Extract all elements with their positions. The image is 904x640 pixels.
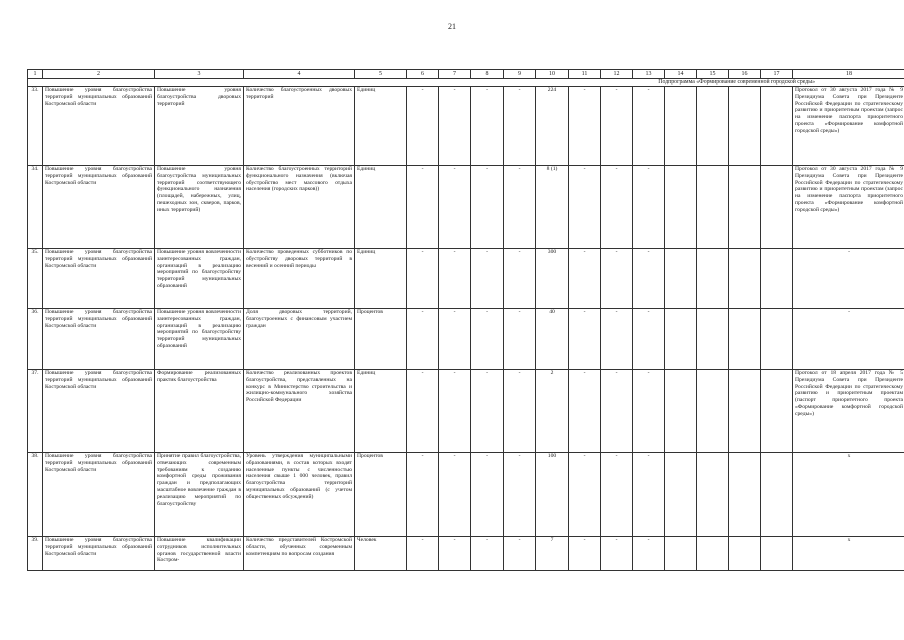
- task-cell: Повышение квалификации сотрудников исполнительных органов государственной власти Костром-: [155, 537, 244, 571]
- note-cell: Протокол от 18 апреля 2017 года № 5 Президиума Совета при Президенте Российской Федерации по стратегическому развитию и приоритетным проектам (паспорт приоритетного проекта «Формирование комфортной городской среды»): [793, 370, 904, 453]
- value-col-6: -: [407, 249, 439, 309]
- value-col-11: -: [569, 453, 601, 537]
- table-row: [28, 537, 904, 571]
- value-col-8: -: [471, 309, 504, 370]
- row-number-cell: 35.: [28, 249, 43, 309]
- value-col-6: -: [407, 370, 439, 453]
- column-number-7: 7: [439, 70, 471, 79]
- table-row: [28, 309, 904, 370]
- goal-cell: Повышение уровня благоустройства территорий муниципальных образований Костромской области: [43, 453, 155, 537]
- table-row: [28, 87, 904, 166]
- value-col-7: -: [439, 309, 471, 370]
- value-col-11: -: [569, 370, 601, 453]
- value-col-17: [761, 166, 793, 249]
- column-number-18: 18: [793, 70, 904, 79]
- indicator-cell: Количество благоустроенных дворовых территорий: [244, 87, 355, 166]
- indicator-cell: Количество проведенных субботников по обустройству дворовых территорий в весенний и осенний периоды: [244, 249, 355, 309]
- value-col-16: [729, 537, 761, 571]
- indicator-cell: Уровень утверждения муниципальными образованиями, в состав которых входят населенные пункты с численностью населения свыше 1 000 человек, правил благоустройства территорий муниципальных образований (с учетом общественных обсуждений): [244, 453, 355, 537]
- value-col-16: [729, 87, 761, 166]
- value-col-8: -: [471, 453, 504, 537]
- goal-cell: Повышение уровня благоустройства территорий муниципальных образований Костромской области: [43, 249, 155, 309]
- page-number: 21: [448, 22, 456, 31]
- value-col-17: [761, 309, 793, 370]
- value-col-9: -: [504, 370, 536, 453]
- row-number-cell: 36.: [28, 309, 43, 370]
- column-number-8: 8: [471, 70, 504, 79]
- value-col-12: -: [601, 166, 633, 249]
- column-number-2: 2: [43, 70, 155, 79]
- value-col-9: -: [504, 537, 536, 571]
- value-col-14: [665, 309, 697, 370]
- value-col-9: -: [504, 309, 536, 370]
- task-cell: Принятие правил благоустройства, отвечающих современным требованиям к созданию комфортной среды проживания граждан и предполагающих масштабное вовлечение граждан в реализацию мероприятий по благоустройству: [155, 453, 244, 537]
- value-col-8: -: [471, 249, 504, 309]
- value-col-17: [761, 537, 793, 571]
- value-col-12: -: [601, 309, 633, 370]
- table-row: [28, 370, 904, 453]
- unit-cell: Единиц: [355, 166, 407, 249]
- unit-cell: Единиц: [355, 87, 407, 166]
- value-col-7: -: [439, 166, 471, 249]
- value-col-11: -: [569, 537, 601, 571]
- value-col-14: [665, 166, 697, 249]
- value-col-11: -: [569, 166, 601, 249]
- value-col-15: [697, 87, 729, 166]
- goal-cell: Повышение уровня благоустройства территорий муниципальных образований Костромской области: [43, 309, 155, 370]
- task-cell: Формирование реализованных практик благоустройства: [155, 370, 244, 453]
- task-cell: Повышение уровня вовлеченности заинтересованных граждан, организаций в реализацию мероприятий по благоустройству территорий муниципальных образований: [155, 249, 244, 309]
- column-number-16: 16: [729, 70, 761, 79]
- value-col-12: -: [601, 249, 633, 309]
- value-col-8: -: [471, 370, 504, 453]
- subprogram-row: [28, 79, 904, 87]
- column-number-10: 10: [536, 70, 569, 79]
- table-row: [28, 249, 904, 309]
- value-col-6: -: [407, 453, 439, 537]
- value-col-9: -: [504, 87, 536, 166]
- value-col-14: [665, 87, 697, 166]
- column-number-row: [28, 70, 904, 79]
- value-col-12: -: [601, 453, 633, 537]
- row-number-cell: 39.: [28, 537, 43, 571]
- task-cell: Повышение уровня благоустройства муниципальных территорий соответствующего функционального назначения (площадей, набережных, улиц, пешеходных зон, скверов, парков, иных территорий): [155, 166, 244, 249]
- unit-cell: Единиц: [355, 370, 407, 453]
- column-number-11: 11: [569, 70, 601, 79]
- value-col-16: [729, 370, 761, 453]
- value-col-6: -: [407, 537, 439, 571]
- value-col-16: [729, 309, 761, 370]
- value-col-10: 40: [536, 309, 569, 370]
- value-col-11: -: [569, 249, 601, 309]
- value-col-12: -: [601, 370, 633, 453]
- value-col-9: -: [504, 166, 536, 249]
- value-col-7: -: [439, 537, 471, 571]
- value-col-17: [761, 87, 793, 166]
- column-number-12: 12: [601, 70, 633, 79]
- value-col-17: [761, 453, 793, 537]
- note-cell: Протокол от 30 августа 2017 года № 9 Президиума Совета при Президенте Российской Федерации по стратегическому развитию и приоритетным проектам (запрос на изменение паспорта приоритетного проекта «Формирование комфортной городской среды»): [793, 87, 904, 166]
- value-col-10: 300: [536, 249, 569, 309]
- value-col-14: [665, 249, 697, 309]
- column-number-14: 14: [665, 70, 697, 79]
- value-col-9: -: [504, 249, 536, 309]
- value-col-7: -: [439, 249, 471, 309]
- table-row: [28, 166, 904, 249]
- row-number-cell: 38.: [28, 453, 43, 537]
- indicator-cell: Количество реализованных проектов благоустройства, представленных на конкурс в Министерство строительства и жилищно-коммунального хозяйства Российской Федерации: [244, 370, 355, 453]
- value-col-13: -: [633, 537, 665, 571]
- value-col-11: -: [569, 87, 601, 166]
- goal-cell: Повышение уровня благоустройства территорий муниципальных образований Костромской области: [43, 370, 155, 453]
- value-col-10: 100: [536, 453, 569, 537]
- value-col-13: -: [633, 249, 665, 309]
- value-col-17: [761, 249, 793, 309]
- indicator-cell: Количество представителей Костромской области, обученных современным компетенциям по вопросам создания: [244, 537, 355, 571]
- row-number-cell: 33.: [28, 87, 43, 166]
- unit-cell: Единиц: [355, 249, 407, 309]
- unit-cell: Процентов: [355, 309, 407, 370]
- unit-cell: Человек: [355, 537, 407, 571]
- column-number-1: 1: [28, 70, 43, 79]
- task-cell: Повышение уровня благоустройства дворовых территорий: [155, 87, 244, 166]
- column-number-9: 9: [504, 70, 536, 79]
- value-col-10: 224: [536, 87, 569, 166]
- row-number-cell: 34.: [28, 166, 43, 249]
- column-number-4: 4: [244, 70, 355, 79]
- value-col-8: -: [471, 537, 504, 571]
- value-col-10: 2: [536, 370, 569, 453]
- table-row: [28, 453, 904, 537]
- goal-cell: Повышение уровня благоустройства территорий муниципальных образований Костромской области: [43, 87, 155, 166]
- value-col-8: -: [471, 87, 504, 166]
- goal-cell: Повышение уровня благоустройства территорий муниципальных образований Костромской области: [43, 537, 155, 571]
- value-col-6: -: [407, 166, 439, 249]
- column-number-6: 6: [407, 70, 439, 79]
- value-col-15: [697, 166, 729, 249]
- value-col-7: -: [439, 453, 471, 537]
- value-col-16: [729, 453, 761, 537]
- value-col-15: [697, 537, 729, 571]
- column-number-13: 13: [633, 70, 665, 79]
- value-col-7: -: [439, 370, 471, 453]
- indicator-cell: Количество благоустроенных территорий функционального назначения (включая обустройство мест массового отдыха населения (городских парков)): [244, 166, 355, 249]
- value-col-16: [729, 166, 761, 249]
- note-cell: -: [793, 249, 904, 309]
- task-cell: Повышение уровня вовлеченности заинтересованных граждан, организаций в реализацию мероприятий по благоустройству территорий муниципальных образований: [155, 309, 244, 370]
- value-col-16: [729, 249, 761, 309]
- value-col-9: -: [504, 453, 536, 537]
- unit-cell: Процентов: [355, 453, 407, 537]
- value-col-15: [697, 309, 729, 370]
- value-col-7: -: [439, 87, 471, 166]
- note-cell: x: [793, 537, 904, 571]
- value-col-12: -: [601, 537, 633, 571]
- indicator-cell: Доля дворовых территорий, благоустроенных с финансовым участием граждан: [244, 309, 355, 370]
- value-col-8: -: [471, 166, 504, 249]
- value-col-13: -: [633, 453, 665, 537]
- value-col-15: [697, 249, 729, 309]
- goal-cell: Повышение уровня благоустройства территорий муниципальных образований Костромской области: [43, 166, 155, 249]
- column-number-17: 17: [761, 70, 793, 79]
- column-number-3: 3: [155, 70, 244, 79]
- value-col-13: -: [633, 87, 665, 166]
- note-cell: x: [793, 453, 904, 537]
- value-col-13: -: [633, 309, 665, 370]
- value-col-10: 7: [536, 537, 569, 571]
- column-number-5: 5: [355, 70, 407, 79]
- value-col-14: [665, 537, 697, 571]
- value-col-14: [665, 453, 697, 537]
- column-number-15: 15: [697, 70, 729, 79]
- indicators-table: [27, 69, 904, 571]
- value-col-15: [697, 453, 729, 537]
- value-col-12: -: [601, 87, 633, 166]
- value-col-14: [665, 370, 697, 453]
- row-number-cell: 37.: [28, 370, 43, 453]
- value-col-13: -: [633, 370, 665, 453]
- value-col-13: -: [633, 166, 665, 249]
- value-col-6: -: [407, 309, 439, 370]
- value-col-15: [697, 370, 729, 453]
- note-cell: -: [793, 309, 904, 370]
- note-cell: Протокол от 30 августа 2017 года № 9 Президиума Совета при Президенте Российской Федерации по стратегическому развитию и приоритетным проектам (запрос на изменение паспорта приоритетного проекта «Формирование комфортной городской среды»): [793, 166, 904, 249]
- value-col-11: -: [569, 309, 601, 370]
- value-col-10: 8 (1): [536, 166, 569, 249]
- subprogram-title: Подпрограмма «Формирование современной городской среды»: [28, 79, 904, 87]
- value-col-17: [761, 370, 793, 453]
- value-col-6: -: [407, 87, 439, 166]
